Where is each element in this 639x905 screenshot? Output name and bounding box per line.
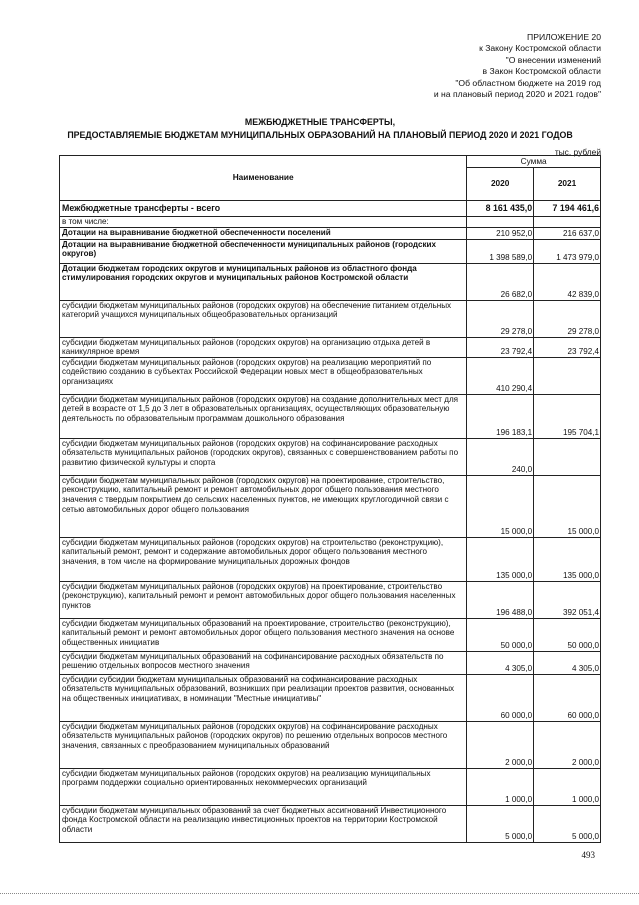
row-value-2020: 1 398 589,0 — [467, 239, 534, 263]
table-row — [60, 337, 601, 357]
table-row — [60, 674, 601, 721]
row-name: субсидии бюджетам муниципальных районов (городских округов) на создание дополнительных мест для детей в возрасте от 1,5 до 3 лет в образовательных организациях, осуществляющих образовательную деятельность по образовательным программам дошкольного образования — [60, 394, 467, 438]
row-name: субсидии бюджетам муниципальных районов (городских округов) на реализацию мероприятий по содействию созданию в субъектах Российской Федерации новых мест в общеобразовательных организациях — [60, 357, 467, 394]
row-value-2020: 60 000,0 — [467, 674, 534, 721]
transfers-table — [59, 155, 601, 843]
row-value-2021: 2 000,0 — [534, 721, 601, 768]
table-row — [60, 263, 601, 300]
table-row — [60, 768, 601, 805]
row-value-2021: 4 305,0 — [534, 651, 601, 674]
row-value-2020: 15 000,0 — [467, 475, 534, 537]
row-value-2020: 1 000,0 — [467, 768, 534, 805]
row-value-2021: 1 000,0 — [534, 768, 601, 805]
row-value-2020: 410 290,4 — [467, 357, 534, 394]
table-row — [60, 239, 601, 263]
appendix-line: и на плановый период 2020 и 2021 годов" — [433, 89, 601, 100]
row-value-2021: 135 000,0 — [534, 537, 601, 581]
total-2021: 7 194 461,6 — [534, 201, 601, 217]
row-name: субсидии бюджетам муниципальных районов (городских округов) на проектирование, строительство, реконструкцию, капитальный ремонт и ремонт автомобильных дорог общего пользования местного значения с твердым покрытием до сельских населенных пунктов, не имеющих круглогодичной связи с сетью автомобильных дорог общего пользования — [60, 475, 467, 537]
document-title — [40, 116, 600, 142]
row-value-2021: 60 000,0 — [534, 674, 601, 721]
row-value-2021: 50 000,0 — [534, 618, 601, 651]
row-value-2021: 195 704,1 — [534, 394, 601, 438]
table-row — [60, 651, 601, 674]
table-row — [60, 805, 601, 842]
row-value-2020: 240,0 — [467, 438, 534, 475]
row-value-2020: 196 183,1 — [467, 394, 534, 438]
row-name: субсидии бюджетам муниципальных образований на софинансирование расходных обязательств по решению отдельных вопросов местного значения — [60, 651, 467, 674]
row-value-2021 — [534, 357, 601, 394]
row-value-2021 — [534, 438, 601, 475]
row-value-2020: 196 488,0 — [467, 581, 534, 618]
appendix-line: "Об областном бюджете на 2019 год — [455, 77, 601, 88]
table-row — [60, 394, 601, 438]
row-value-2021: 42 839,0 — [534, 263, 601, 300]
appendix-header — [434, 32, 601, 100]
appendix-line: "О внесении изменений — [505, 54, 601, 65]
table-row — [60, 438, 601, 475]
row-name: субсидии субсидии бюджетам муниципальных образований на софинансирование расходных обязательств муниципальных образований, возникших при реализации проектов развития, основанных на общественных инициативах, в номинации "Местные инициативы" — [60, 674, 467, 721]
row-name: субсидии бюджетам муниципальных образований на проектирование, строительство (реконструкцию), капитальный ремонт и ремонт автомобильных дорог общего пользования местного значения на основе общественных инициатив — [60, 618, 467, 651]
appendix-line: ПРИЛОЖЕНИЕ 20 — [527, 32, 601, 42]
row-value-2021: 1 473 979,0 — [534, 239, 601, 263]
including-label: в том числе: — [60, 217, 467, 228]
row-value-2020: 29 278,0 — [467, 300, 534, 337]
row-name: субсидии бюджетам муниципальных районов (городских округов) на организацию отдыха детей в каникулярное время — [60, 337, 467, 357]
page-number: 493 — [581, 850, 595, 860]
row-value-2020: 50 000,0 — [467, 618, 534, 651]
table-row — [60, 581, 601, 618]
row-value-2020: 2 000,0 — [467, 721, 534, 768]
title-line-2: ПРЕДОСТАВЛЯЕМЫЕ БЮДЖЕТАМ МУНИЦИПАЛЬНЫХ ОБРАЗОВАНИЙ НА ПЛАНОВЫЙ ПЕРИОД 2020 И 2021 ГОДОВ — [67, 130, 573, 140]
row-value-2020: 26 682,0 — [467, 263, 534, 300]
row-value-2021: 392 051,4 — [534, 581, 601, 618]
including-row — [60, 217, 601, 228]
row-name: субсидии бюджетам муниципальных районов (городских округов) на строительство (реконструкцию), капитальный ремонт, ремонт и содержание автомобильных дорог общего пользования местного значения, в том числе на формирование муниципальных дорожных фондов — [60, 537, 467, 581]
row-value-2020: 4 305,0 — [467, 651, 534, 674]
appendix-line: в Закон Костромской области — [482, 66, 601, 77]
row-name: Дотации на выравнивание бюджетной обеспеченности муниципальных районов (городских округов) — [60, 239, 467, 263]
table-row — [60, 475, 601, 537]
row-name: Дотации бюджетам городских округов и муниципальных районов из областного фонда стимулирования городских округов и муниципальных районов Костромской области — [60, 263, 467, 300]
row-name: Дотации на выравнивание бюджетной обеспеченности поселений — [60, 227, 467, 239]
row-value-2020: 23 792,4 — [467, 337, 534, 357]
row-value-2020: 135 000,0 — [467, 537, 534, 581]
row-name: субсидии бюджетам муниципальных районов (городских округов) на софинансирование расходных обязательств муниципальных районов (городских округов), связанных с совершенствованием работы по развитию физической культуры и спорта — [60, 438, 467, 475]
row-name: субсидии бюджетам муниципальных районов (городских округов) на проектирование, строительство (реконструкцию), капитальный ремонт и ремонт автомобильных дорог общего пользования населенных пунктов — [60, 581, 467, 618]
header-sum: Сумма — [467, 156, 601, 168]
table-row — [60, 300, 601, 337]
row-name: субсидии бюджетам муниципальных районов (городских округов) на реализацию муниципальных программ поддержки социально ориентированных некоммерческих организаций — [60, 768, 467, 805]
table-row — [60, 721, 601, 768]
row-value-2020: 210 952,0 — [467, 227, 534, 239]
row-name: субсидии бюджетам муниципальных районов (городских округов) на софинансирование расходных обязательств муниципальных районов (городских округов) по решению отдельных вопросов местного значения, связанных с преобразованием муниципальных образований — [60, 721, 467, 768]
header-year-2020: 2020 — [467, 168, 534, 201]
scan-edge-line — [0, 893, 639, 894]
row-value-2021: 23 792,4 — [534, 337, 601, 357]
table-row — [60, 618, 601, 651]
total-row — [60, 201, 601, 217]
table-row — [60, 227, 601, 239]
table-row — [60, 537, 601, 581]
table-body — [60, 201, 601, 843]
row-value-2021: 15 000,0 — [534, 475, 601, 537]
appendix-line: к Закону Костромской области — [479, 43, 601, 54]
total-name: Межбюджетные трансферты - всего — [60, 201, 467, 217]
row-name: субсидии бюджетам муниципальных образований за счет бюджетных ассигнований Инвестиционного фонда Костромской области на реализацию инвестиционных проектов на территории Костромской области — [60, 805, 467, 842]
row-value-2021: 29 278,0 — [534, 300, 601, 337]
row-value-2021: 5 000,0 — [534, 805, 601, 842]
total-2020: 8 161 435,0 — [467, 201, 534, 217]
units-label: тыс. рублей — [554, 147, 601, 157]
row-name: субсидии бюджетам муниципальных районов (городских округов) на обеспечение питанием отдельных категорий учащихся муниципальных общеобразовательных организаций — [60, 300, 467, 337]
header-year-2021: 2021 — [534, 168, 601, 201]
row-value-2021: 216 637,0 — [534, 227, 601, 239]
table-row — [60, 357, 601, 394]
header-name: Наименование — [60, 156, 467, 201]
row-value-2020: 5 000,0 — [467, 805, 534, 842]
title-line-1: МЕЖБЮДЖЕТНЫЕ ТРАНСФЕРТЫ, — [244, 117, 396, 127]
